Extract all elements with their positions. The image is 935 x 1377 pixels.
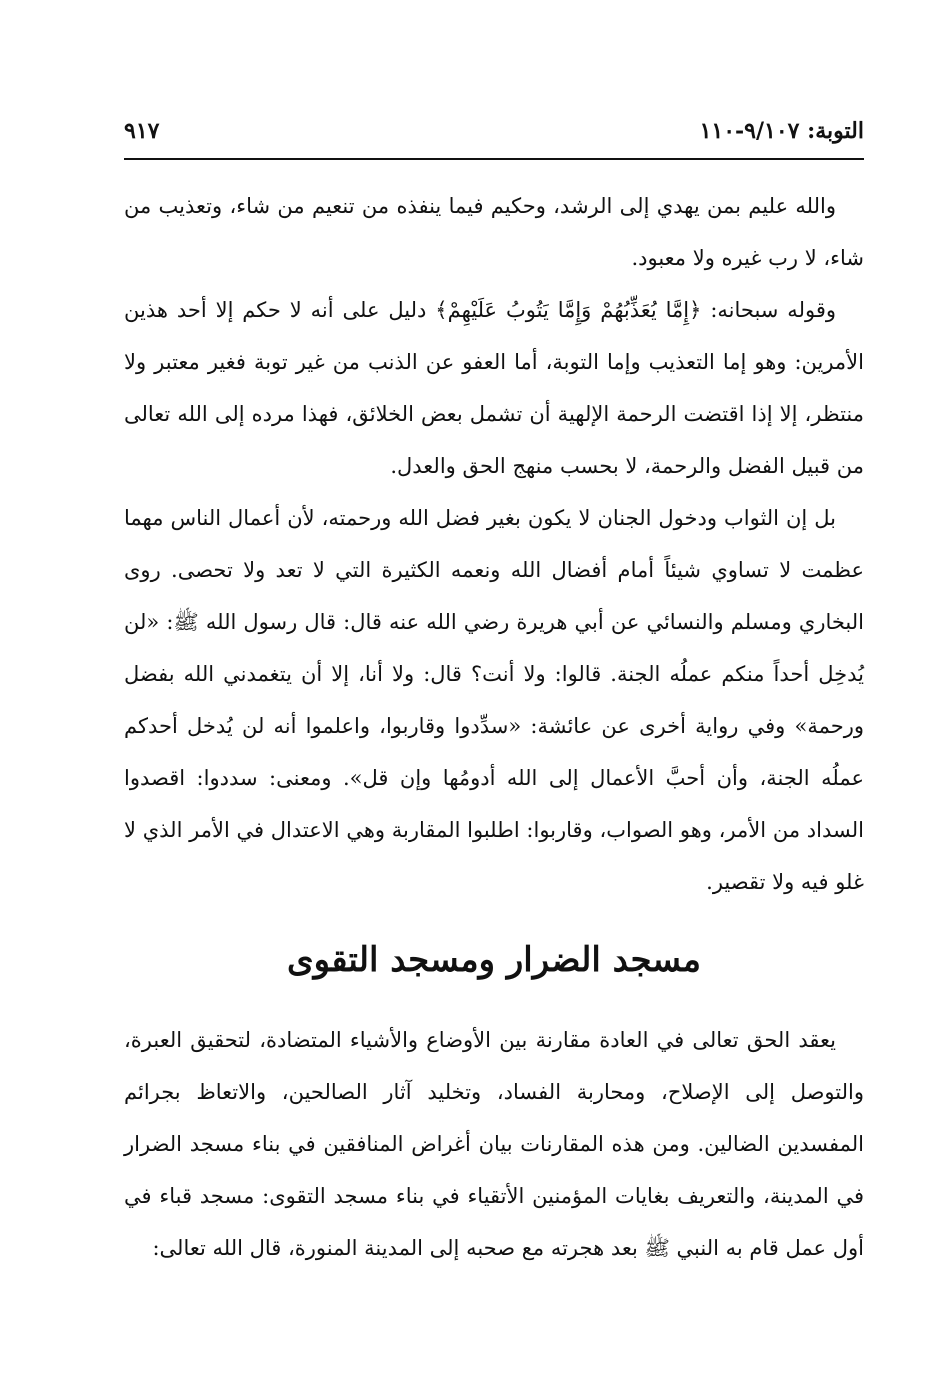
chapter-reference: التوبة: ٩/١٠٧-١١٠ — [699, 118, 864, 144]
paragraph-3: بل إن الثواب ودخول الجنان لا يكون بغير فضل الله ورحمته، لأن أعمال الناس مهما عظمت لا تساوي شيئاً أمام أفضال الله ونعمه الكثيرة التي لا تعد ولا تحصى. روى البخاري ومسلم والنسائي عن أبي هريرة رضي الله عنه قال: قال رسول الله ﷺ: «لن يُدخِل أحداً منكم عملُه الجنة. قالوا: ولا أنت؟ قال: ولا أنا، إلا أن يتغمدني الله بفضل ورحمة» وفي رواية أخرى عن عائشة: «سدِّدوا وقاربوا، واعلموا أنه لن يُدخل أحدكم عملُه الجنة، وأن أحبَّ الأعمال إلى الله أدومُها وإن قل». ومعنى: سددوا: اقصدوا السداد من الأمر، وهو الصواب، وقاربوا: اطلبوا المقاربة وهي الاعتدال في الأمر الذي لا غلو فيه ولا تقصير. — [124, 506, 864, 894]
running-header — [124, 118, 864, 154]
paragraph-4: يعقد الحق تعالى في العادة مقارنة بين الأوضاع والأشياء المتضادة، لتحقيق العبرة، والتوصل إلى الإصلاح، ومحاربة الفساد، وتخليد آثار الصالحين، والاتعاظ بجرائم المفسدين الضالين. ومن هذه المقارنات بيان أغراض المنافقين في بناء مسجد الضرار في المدينة، والتعريف بغايات المؤمنين الأتقياء في بناء مسجد التقوى: مسجد قباء في أول عمل قام به النبي ﷺ بعد هجرته مع صحبه إلى المدينة المنورة، قال الله تعالى: — [124, 1028, 864, 1260]
paragraph-1: والله عليم بمن يهدي إلى الرشد، وحكيم فيما ينفذه من تنعيم من شاء، وتعذيب من شاء، لا رب غيره ولا معبود. — [124, 194, 864, 270]
section-heading: مسجد الضرار ومسجد التقوى — [287, 940, 701, 980]
page-number: ٩١٧ — [124, 118, 160, 144]
header-rule — [124, 158, 864, 160]
paragraph-2: وقوله سبحانه: ﴿إِمَّا يُعَذِّبُهُمْ وَإِمَّا يَتُوبُ عَلَيْهِمْ﴾ دليل على أنه لا حكم إلا أحد هذين الأمرين: وهو إما التعذيب وإما التوبة، أما العفو عن الذنب من غير توبة فغير معتبر ولا منتظر، إلا إذا اقتضت الرحمة الإلهية أن تشمل بعض الخلائق، فهذا مرده إلى الله تعالى من قبيل الفضل والرحمة، لا بحسب منهج الحق والعدل. — [124, 298, 864, 478]
